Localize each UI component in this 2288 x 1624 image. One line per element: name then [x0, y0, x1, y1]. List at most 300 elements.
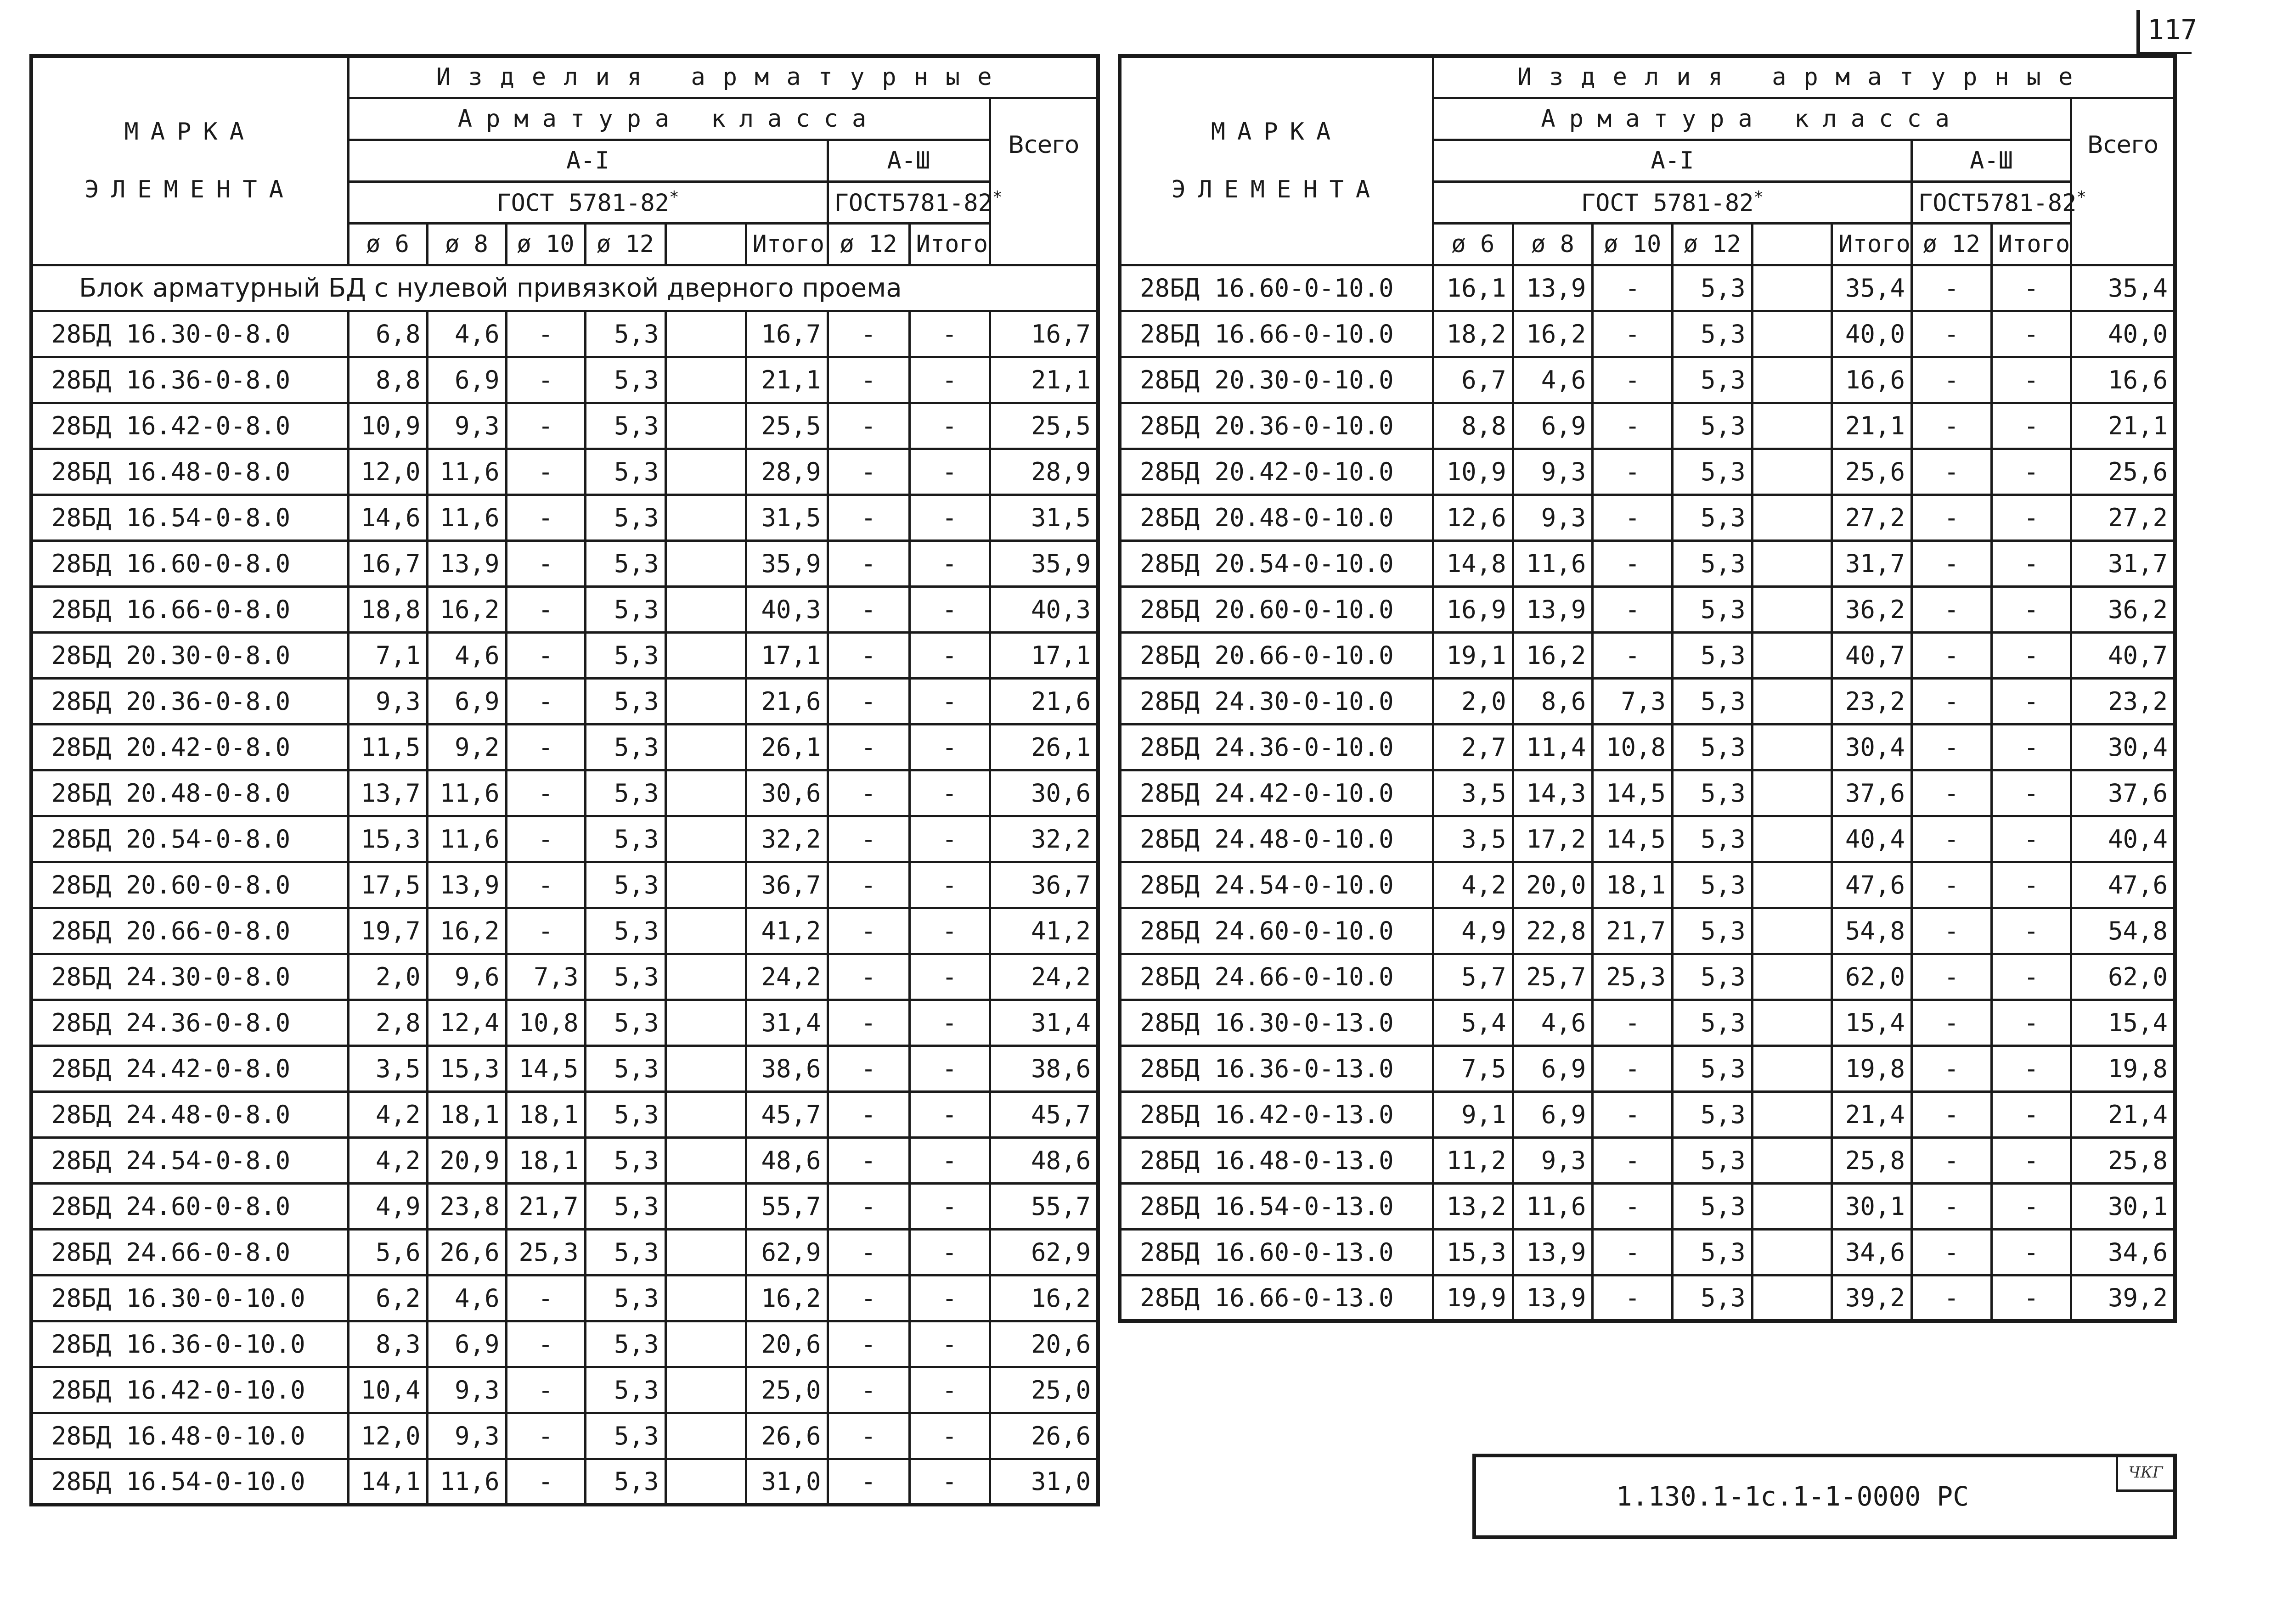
table-row [31, 1229, 1098, 1275]
value-cell: - [506, 403, 585, 449]
value-cell: - [828, 678, 909, 724]
value-cell: 31,4 [990, 1000, 1098, 1045]
value-cell: 4,6 [427, 1275, 506, 1321]
value-cell: 5,3 [1672, 724, 1752, 770]
value-cell: - [1911, 357, 1991, 403]
element-mark-cell: 28БД 20.54-0-8.0 [31, 816, 348, 862]
value-cell: 6,8 [348, 311, 427, 357]
value-cell: - [828, 1091, 909, 1137]
col-d10-header: ø 10 [506, 223, 585, 265]
value-cell: 62,0 [1832, 954, 1912, 1000]
value-cell: - [1991, 954, 2071, 1000]
value-cell: 2,0 [1433, 678, 1513, 724]
table-row [31, 908, 1098, 954]
value-cell: - [1911, 586, 1991, 632]
value-cell: 62,0 [2071, 954, 2175, 1000]
value-cell: - [909, 954, 990, 1000]
value-cell: 26,1 [746, 724, 828, 770]
element-mark-cell: 28БД 24.54-0-10.0 [1120, 862, 1433, 908]
value-cell: - [828, 495, 909, 540]
element-mark-cell: 28БД 24.60-0-10.0 [1120, 908, 1433, 954]
value-cell: - [1991, 1229, 2071, 1275]
table-row [1120, 1229, 2175, 1275]
value-cell [665, 540, 746, 586]
reinf-class-header: Арматура класса [1433, 98, 2071, 140]
value-cell: 5,3 [1672, 403, 1752, 449]
value-cell: 14,5 [1593, 770, 1673, 816]
element-mark-cell: 28БД 20.42-0-8.0 [31, 724, 348, 770]
col-d6-header: ø 6 [348, 223, 427, 265]
value-cell [1752, 1183, 1832, 1229]
reinf-class-header: Арматура класса [348, 98, 990, 140]
title-block-stamp [1472, 1454, 2177, 1539]
right-specification-table [1118, 54, 2177, 1323]
col-itogo-a3-header: Итого [909, 223, 990, 265]
value-cell: - [506, 1275, 585, 1321]
value-cell: 21,1 [1832, 403, 1912, 449]
value-cell: 25,5 [746, 403, 828, 449]
value-cell: 30,1 [1832, 1183, 1912, 1229]
value-cell: - [1991, 862, 2071, 908]
table-row [31, 449, 1098, 495]
value-cell: 40,3 [746, 586, 828, 632]
value-cell: 21,6 [746, 678, 828, 724]
value-cell: 36,7 [990, 862, 1098, 908]
value-cell: 17,5 [348, 862, 427, 908]
table-row [1120, 908, 2175, 954]
value-cell: - [506, 495, 585, 540]
value-cell: 36,7 [746, 862, 828, 908]
value-cell: - [909, 1459, 990, 1505]
value-cell: 30,6 [990, 770, 1098, 816]
value-cell: 17,1 [990, 632, 1098, 678]
value-cell: 25,3 [506, 1229, 585, 1275]
element-mark-cell: 28БД 16.66-0-8.0 [31, 586, 348, 632]
table-row [31, 816, 1098, 862]
value-cell: - [909, 1367, 990, 1413]
value-cell: - [1911, 770, 1991, 816]
value-cell: 25,8 [2071, 1137, 2175, 1183]
table-row [31, 770, 1098, 816]
value-cell: - [1991, 1091, 2071, 1137]
table-row [31, 495, 1098, 540]
table-row [31, 311, 1098, 357]
element-mark-cell: 28БД 16.60-0-10.0 [1120, 265, 1433, 311]
value-cell: 6,9 [1513, 403, 1593, 449]
value-cell: 13,9 [1513, 1275, 1593, 1321]
value-cell: - [828, 908, 909, 954]
table-row [1120, 495, 2175, 540]
value-cell: 5,3 [585, 357, 665, 403]
value-cell: - [909, 1229, 990, 1275]
value-cell: 9,3 [427, 403, 506, 449]
value-cell: 9,3 [348, 678, 427, 724]
value-cell: - [828, 1413, 909, 1459]
value-cell: - [1593, 1275, 1673, 1321]
value-cell: - [1911, 1000, 1991, 1045]
value-cell: 39,2 [1832, 1275, 1912, 1321]
value-cell: - [1593, 1091, 1673, 1137]
gost-a1-header: ГОСТ 5781-82* [348, 181, 828, 223]
value-cell [665, 1091, 746, 1137]
value-cell [665, 1367, 746, 1413]
value-cell: 5,3 [585, 724, 665, 770]
value-cell: 5,3 [1672, 311, 1752, 357]
value-cell: 31,5 [746, 495, 828, 540]
table-row [31, 1321, 1098, 1367]
element-mark-cell: 28БД 16.42-0-10.0 [31, 1367, 348, 1413]
value-cell: 13,2 [1433, 1183, 1513, 1229]
value-cell: 21,4 [1832, 1091, 1912, 1137]
value-cell: - [828, 1459, 909, 1505]
value-cell: 54,8 [2071, 908, 2175, 954]
col-blank-header [1752, 223, 1832, 265]
value-cell: 11,6 [427, 495, 506, 540]
col-d12-a3-header: ø 12 [828, 223, 909, 265]
value-cell: 16,7 [746, 311, 828, 357]
value-cell: 10,9 [348, 403, 427, 449]
table-row [31, 724, 1098, 770]
value-cell: 38,6 [990, 1045, 1098, 1091]
value-cell: - [909, 724, 990, 770]
value-cell: 37,6 [1832, 770, 1912, 816]
value-cell: - [1593, 357, 1673, 403]
value-cell: - [506, 908, 585, 954]
value-cell: 18,1 [506, 1137, 585, 1183]
value-cell [665, 586, 746, 632]
gost-a3-header: ГОСТ5781-82* [828, 181, 990, 223]
value-cell: 5,3 [585, 1367, 665, 1413]
value-cell: 9,3 [427, 1367, 506, 1413]
value-cell: - [1991, 495, 2071, 540]
value-cell: 20,6 [746, 1321, 828, 1367]
value-cell [665, 1321, 746, 1367]
value-cell: - [828, 1321, 909, 1367]
value-cell: 21,7 [506, 1183, 585, 1229]
value-cell: - [909, 495, 990, 540]
element-mark-cell: 28БД 16.30-0-8.0 [31, 311, 348, 357]
value-cell: - [1911, 862, 1991, 908]
value-cell: 23,2 [2071, 678, 2175, 724]
value-cell: 16,9 [1433, 586, 1513, 632]
value-cell: 16,2 [427, 586, 506, 632]
total-header: Всего [990, 98, 1098, 265]
element-mark-cell: 28БД 16.42-0-8.0 [31, 403, 348, 449]
col-d10-header: ø 10 [1593, 223, 1673, 265]
element-mark-cell: 28БД 24.54-0-8.0 [31, 1137, 348, 1183]
element-mark-cell: 28БД 20.30-0-10.0 [1120, 357, 1433, 403]
value-cell: - [909, 449, 990, 495]
element-mark-cell: 28БД 16.30-0-13.0 [1120, 1000, 1433, 1045]
value-cell: 62,9 [990, 1229, 1098, 1275]
value-cell: 40,0 [2071, 311, 2175, 357]
value-cell: - [909, 1045, 990, 1091]
value-cell: 7,1 [348, 632, 427, 678]
value-cell: - [1593, 1229, 1673, 1275]
value-cell: 25,5 [990, 403, 1098, 449]
value-cell: 6,7 [1433, 357, 1513, 403]
value-cell: - [909, 1183, 990, 1229]
value-cell: 4,9 [348, 1183, 427, 1229]
value-cell: - [1911, 311, 1991, 357]
value-cell: - [828, 1000, 909, 1045]
value-cell: 25,6 [2071, 449, 2175, 495]
value-cell [665, 1045, 746, 1091]
value-cell [1752, 908, 1832, 954]
value-cell: 40,7 [1832, 632, 1912, 678]
value-cell: 11,6 [427, 770, 506, 816]
value-cell: - [828, 724, 909, 770]
value-cell: 5,3 [1672, 770, 1752, 816]
value-cell: 19,8 [2071, 1045, 2175, 1091]
value-cell: - [828, 586, 909, 632]
value-cell: - [1991, 449, 2071, 495]
value-cell [1752, 816, 1832, 862]
value-cell: 14,5 [506, 1045, 585, 1091]
class-a3-header: А-Ш [1911, 140, 2071, 181]
table-row [31, 1091, 1098, 1137]
value-cell: - [1991, 311, 2071, 357]
value-cell: 15,3 [427, 1045, 506, 1091]
value-cell: - [1911, 1229, 1991, 1275]
value-cell: 16,2 [746, 1275, 828, 1321]
value-cell: - [1911, 1183, 1991, 1229]
element-mark-cell: 28БД 16.60-0-13.0 [1120, 1229, 1433, 1275]
value-cell: 8,3 [348, 1321, 427, 1367]
value-cell [665, 1275, 746, 1321]
value-cell: - [909, 1091, 990, 1137]
value-cell: 4,2 [348, 1091, 427, 1137]
table-row [1120, 770, 2175, 816]
value-cell: 2,8 [348, 1000, 427, 1045]
value-cell: - [1593, 1045, 1673, 1091]
value-cell: 41,2 [746, 908, 828, 954]
value-cell: 2,0 [348, 954, 427, 1000]
value-cell: - [909, 816, 990, 862]
value-cell: 31,0 [990, 1459, 1098, 1505]
stamp-mark: ЧКГ [2116, 1457, 2173, 1492]
value-cell [665, 1183, 746, 1229]
value-cell: 38,6 [746, 1045, 828, 1091]
element-mark-cell: 28БД 24.60-0-8.0 [31, 1183, 348, 1229]
value-cell: 18,8 [348, 586, 427, 632]
value-cell: - [909, 1321, 990, 1367]
value-cell [665, 1459, 746, 1505]
value-cell [1752, 954, 1832, 1000]
table-row [31, 1000, 1098, 1045]
col-d8-header: ø 8 [1513, 223, 1593, 265]
value-cell: 5,3 [1672, 540, 1752, 586]
value-cell: 5,3 [585, 678, 665, 724]
value-cell: 5,3 [585, 495, 665, 540]
value-cell: - [1911, 908, 1991, 954]
value-cell: - [1991, 1275, 2071, 1321]
value-cell: 13,9 [1513, 1229, 1593, 1275]
value-cell: 27,2 [2071, 495, 2175, 540]
value-cell [665, 1137, 746, 1183]
value-cell: - [506, 311, 585, 357]
table-row [31, 954, 1098, 1000]
value-cell: - [909, 770, 990, 816]
value-cell: 5,3 [585, 770, 665, 816]
value-cell: - [909, 1413, 990, 1459]
value-cell: 5,3 [1672, 1229, 1752, 1275]
value-cell: 5,6 [348, 1229, 427, 1275]
value-cell: 3,5 [348, 1045, 427, 1091]
value-cell: 12,0 [348, 1413, 427, 1459]
value-cell [665, 357, 746, 403]
element-mark-cell: 28БД 24.36-0-10.0 [1120, 724, 1433, 770]
element-mark-cell: 28БД 20.60-0-8.0 [31, 862, 348, 908]
col-d6-header: ø 6 [1433, 223, 1513, 265]
element-mark-cell: 28БД 20.30-0-8.0 [31, 632, 348, 678]
value-cell: - [1911, 1275, 1991, 1321]
value-cell: - [1593, 1183, 1673, 1229]
element-mark-cell: 28БД 20.66-0-8.0 [31, 908, 348, 954]
value-cell: 5,3 [1672, 1275, 1752, 1321]
value-cell: 15,4 [2071, 1000, 2175, 1045]
value-cell: 15,3 [348, 816, 427, 862]
value-cell: 21,1 [746, 357, 828, 403]
value-cell: 21,7 [1593, 908, 1673, 954]
value-cell: 5,3 [585, 954, 665, 1000]
value-cell: 21,4 [2071, 1091, 2175, 1137]
value-cell: 2,7 [1433, 724, 1513, 770]
value-cell: 31,7 [2071, 540, 2175, 586]
value-cell: 28,9 [990, 449, 1098, 495]
value-cell: - [1911, 265, 1991, 311]
value-cell: 6,9 [1513, 1045, 1593, 1091]
value-cell: 15,3 [1433, 1229, 1513, 1275]
value-cell: - [1991, 403, 2071, 449]
table-row [1120, 862, 2175, 908]
value-cell: 41,2 [990, 908, 1098, 954]
value-cell: - [828, 1229, 909, 1275]
element-mark-cell: 28БД 20.60-0-10.0 [1120, 586, 1433, 632]
value-cell: 5,3 [585, 586, 665, 632]
value-cell: - [506, 816, 585, 862]
value-cell: 6,9 [427, 1321, 506, 1367]
value-cell: 28,9 [746, 449, 828, 495]
value-cell: - [506, 1413, 585, 1459]
value-cell [665, 954, 746, 1000]
value-cell: 7,3 [506, 954, 585, 1000]
value-cell: 5,3 [585, 908, 665, 954]
value-cell: 37,6 [2071, 770, 2175, 816]
value-cell: 7,5 [1433, 1045, 1513, 1091]
value-cell: - [1593, 449, 1673, 495]
table-row [31, 1183, 1098, 1229]
value-cell: 25,3 [1593, 954, 1673, 1000]
value-cell: 3,5 [1433, 816, 1513, 862]
products-header: Изделия арматурные [1433, 56, 2175, 98]
value-cell: - [828, 1367, 909, 1413]
value-cell: 16,6 [1832, 357, 1912, 403]
value-cell: 40,0 [1832, 311, 1912, 357]
value-cell: 9,3 [427, 1413, 506, 1459]
value-cell: - [1991, 816, 2071, 862]
value-cell [665, 724, 746, 770]
value-cell [665, 770, 746, 816]
value-cell: 5,3 [1672, 1045, 1752, 1091]
value-cell [1752, 1000, 1832, 1045]
table-row [31, 862, 1098, 908]
value-cell [1752, 862, 1832, 908]
value-cell: - [506, 540, 585, 586]
value-cell: 5,3 [1672, 1137, 1752, 1183]
value-cell: 34,6 [2071, 1229, 2175, 1275]
value-cell [1752, 403, 1832, 449]
mark-header: МАРКА ЭЛЕМЕНТА [31, 56, 348, 265]
value-cell: - [1991, 1045, 2071, 1091]
value-cell [1752, 770, 1832, 816]
value-cell: 5,3 [1672, 586, 1752, 632]
value-cell: - [1991, 265, 2071, 311]
value-cell: 4,6 [1513, 357, 1593, 403]
value-cell: 17,1 [746, 632, 828, 678]
value-cell: 16,6 [2071, 357, 2175, 403]
value-cell: 3,5 [1433, 770, 1513, 816]
value-cell: 9,2 [427, 724, 506, 770]
value-cell [665, 678, 746, 724]
value-cell: - [828, 311, 909, 357]
value-cell: 13,7 [348, 770, 427, 816]
value-cell [665, 862, 746, 908]
value-cell: 25,6 [1832, 449, 1912, 495]
value-cell: 19,7 [348, 908, 427, 954]
value-cell: 5,3 [585, 862, 665, 908]
value-cell: 17,2 [1513, 816, 1593, 862]
element-mark-cell: 28БД 24.30-0-10.0 [1120, 678, 1433, 724]
element-mark-cell: 28БД 20.66-0-10.0 [1120, 632, 1433, 678]
element-mark-cell: 28БД 24.30-0-8.0 [31, 954, 348, 1000]
value-cell: 20,0 [1513, 862, 1593, 908]
table-row [31, 586, 1098, 632]
value-cell: - [828, 403, 909, 449]
value-cell: 36,2 [1832, 586, 1912, 632]
element-mark-cell: 28БД 16.36-0-10.0 [31, 1321, 348, 1367]
value-cell [1752, 449, 1832, 495]
value-cell: - [909, 862, 990, 908]
value-cell: 18,1 [427, 1091, 506, 1137]
value-cell: - [1593, 586, 1673, 632]
table-row [1120, 1045, 2175, 1091]
value-cell: 45,7 [990, 1091, 1098, 1137]
value-cell: 16,7 [348, 540, 427, 586]
value-cell: 4,6 [427, 632, 506, 678]
value-cell: - [506, 449, 585, 495]
value-cell: 54,8 [1832, 908, 1912, 954]
table-row [31, 1137, 1098, 1183]
value-cell: 16,2 [1513, 311, 1593, 357]
value-cell: 5,3 [1672, 908, 1752, 954]
value-cell: - [1593, 311, 1673, 357]
value-cell: 40,4 [1832, 816, 1912, 862]
value-cell: 4,9 [1433, 908, 1513, 954]
value-cell: 10,9 [1433, 449, 1513, 495]
value-cell [1752, 586, 1832, 632]
value-cell [1752, 1275, 1832, 1321]
table-row [1120, 954, 2175, 1000]
element-mark-cell: 28БД 24.42-0-10.0 [1120, 770, 1433, 816]
value-cell: 5,3 [585, 816, 665, 862]
value-cell: - [1991, 770, 2071, 816]
value-cell [665, 632, 746, 678]
table-row [31, 678, 1098, 724]
value-cell: - [828, 954, 909, 1000]
table-row [31, 540, 1098, 586]
element-mark-cell: 28БД 16.42-0-13.0 [1120, 1091, 1433, 1137]
